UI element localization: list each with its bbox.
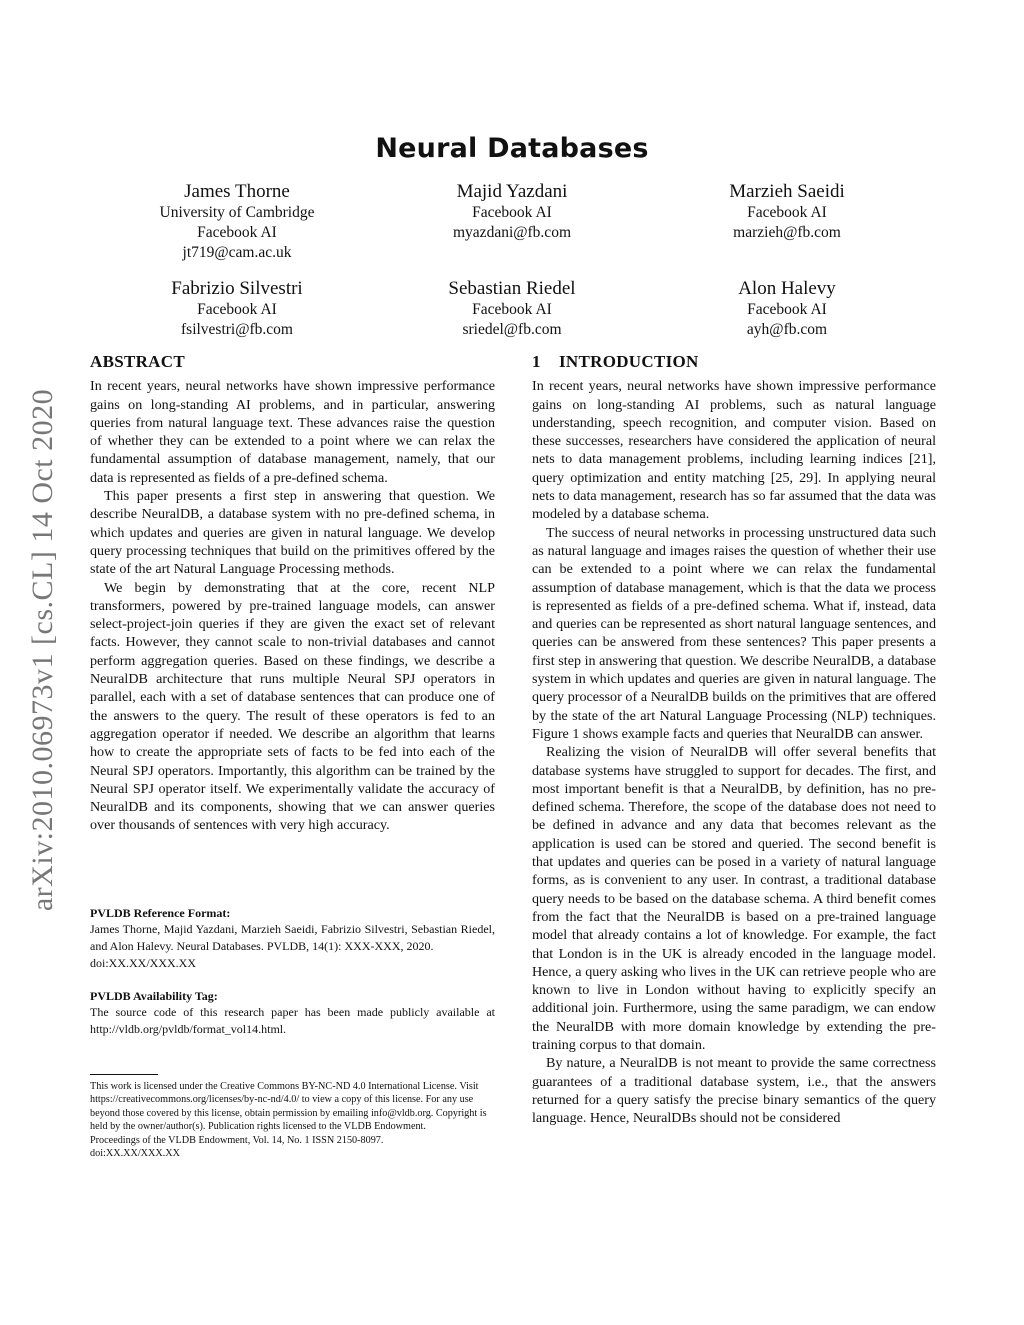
intro-paragraph: The success of neural networks in processing unstructured data such as natural language and images raises the question of whether their use can be extended to a point where we can relax the fundamental assumption of database management, which is that the data we process is represented as fields of a pre-defined schema. What if, instead, data and queries can be represented as short natural language sentences, and queries can be answered from these sentences? This paper presents a first step in answering that question. We describe NeuralDB, a database system in which updates and queries are given in natural language. The query processor of a NeuralDB builds on the primitives that are offered by the state of the art Natural Language Processing (NLP) techniques. Figure 1 shows example facts and queries that NeuralDB can answer. — [532, 524, 936, 742]
paper-title: Neural Databases — [375, 133, 649, 164]
author-affiliation: University of Cambridge — [159, 204, 315, 221]
doi-footnote: doi:XX.XX/XXX.XX — [90, 1148, 180, 1160]
author-name: Alon Halevy — [738, 278, 836, 299]
author-block — [87, 180, 387, 263]
arxiv-sidebar — [28, 355, 58, 945]
introduction-heading: 1 INTRODUCTION — [532, 352, 699, 371]
author-affiliation: Facebook AI — [747, 301, 827, 318]
left-column — [90, 353, 495, 835]
author-name: Sebastian Riedel — [448, 278, 576, 299]
reference-format-heading: PVLDB Reference Format: — [90, 906, 231, 920]
author-affiliation: Facebook AI — [197, 224, 277, 241]
arxiv-identifier: arXiv:2010.06973v1 [cs.CL] 14 Oct 2020 — [26, 388, 59, 912]
author-affiliation: Facebook AI — [472, 301, 552, 318]
availability-block — [90, 988, 495, 1038]
intro-paragraph: Realizing the vision of NeuralDB will offer several benefits that database systems have struggled to support for decades. The first, and most important benefit is that a NeuralDB, by definition, has no pre-defined schema. Therefore, the scope of the database does not need to be defined in advance and any data that becomes relevant as the application is used can be stored and queried. The second benefit is that updates and queries can be posed in a variety of natural language forms, as is convenient to any user. In contrast, a traditional database query needs to be based on the database schema. A third benefit comes from the fact that the NeuralDB is based on a pre-trained language model that already contains a lot of knowledge. For example, the fact that London is in the UK is already encoded in the language model. Hence, a query asking who lives in the UK can retrieve people who are known to live in London without having to explicitly specify an additional join. Furthermore, using the same paradigm, we can endow the NeuralDB with more domain knowledge by extending the pre-training corpus to that domain. — [532, 744, 936, 1053]
abstract-paragraph: We begin by demonstrating that at the core, recent NLP transformers, powered by pre-trained language models, can answer select-project-join queries if they are given the exact set of relevant facts. However, they cannot scale to non-trivial databases and cannot perform aggregation queries. Based on these findings, we describe a NeuralDB architecture that runs multiple Neural SPJ operators in parallel, each with a set of database sentences that can produce one of the answers to the query. The result of these operators is fed to an aggregation operator if needed. We describe an algorithm that learns how to create the appropriate sets of facts to be fed into each of the Neural SPJ operators. Importantly, this algorithm can be trained by the Neural SPJ operator itself. We experimentally validate the accuracy of NeuralDB and its components, showing that we can answer queries over thousands of sentences with very high accuracy. — [90, 579, 495, 834]
availability-text: The source code of this research paper has been made publicly available at http://vldb.org/pvldb/format_vol14.html. — [90, 1005, 495, 1036]
author-block — [362, 277, 662, 340]
author-affiliation: Facebook AI — [197, 301, 277, 318]
footnotes — [90, 1080, 492, 1160]
intro-paragraph: In recent years, neural networks have shown impressive performance gains on long-standing AI problems, such as natural language understanding, speech recognition, and computer vision. Based on these successes, researchers have considered the application of neural nets to data management problems, including learning indices [21], query optimization and entity matching [25, 29]. In applying neural nets to data management, research has so far assumed that the data was modeled by a database schema. — [532, 378, 936, 523]
author-email: marzieh@fb.com — [733, 224, 841, 241]
author-block — [637, 277, 937, 340]
author-name: Majid Yazdani — [456, 181, 568, 202]
proceedings-footnote: Proceedings of the VLDB Endowment, Vol. 14, No. 1 ISSN 2150-8097. — [90, 1134, 384, 1146]
author-block — [362, 180, 662, 243]
author-email: sriedel@fb.com — [462, 321, 562, 338]
availability-heading: PVLDB Availability Tag: — [90, 989, 218, 1003]
reference-format-doi: doi:XX.XX/XXX.XX — [90, 956, 196, 970]
author-email: ayh@fb.com — [746, 321, 828, 338]
reference-format-block — [90, 905, 495, 972]
abstract-paragraph: This paper presents a first step in answering that question. We describe NeuralDB, a database system with no pre-defined schema, in which updates and queries are given in natural language. We develop query processing techniques that build on the primitives offered by the state of the art Natural Language Processing methods. — [90, 488, 495, 578]
author-affiliation: Facebook AI — [472, 204, 552, 221]
author-block — [87, 277, 387, 340]
author-affiliation: Facebook AI — [747, 204, 827, 221]
right-column — [532, 353, 936, 1127]
footnote-divider — [90, 1074, 158, 1075]
author-name: Fabrizio Silvestri — [171, 278, 303, 299]
author-email: jt719@cam.ac.uk — [182, 244, 292, 261]
author-email: fsilvestri@fb.com — [181, 321, 293, 338]
author-email: myazdani@fb.com — [453, 224, 571, 241]
license-footnote: This work is licensed under the Creative Commons BY-NC-ND 4.0 International License. Visit https://creativecommons.org/licenses/by-nc-nd/4.0/ to view a copy of this license. For any use beyond those covered by this license, obtain permission by emailing info@vldb.org. Copyright is held by the owner/author(s). Publication rights licensed to the VLDB Endowment. — [90, 1081, 487, 1133]
author-block — [637, 180, 937, 243]
abstract-paragraph: In recent years, neural networks have shown impressive performance gains on long-standing AI problems, and in particular, answering queries from natural language text. These advances raise the question of whether they can be extended to a point where we can relax the fundamental assumption of database management, namely, that our data is represented as fields of a pre-defined schema. — [90, 378, 495, 486]
author-name: Marzieh Saeidi — [729, 181, 845, 202]
reference-format-text: James Thorne, Majid Yazdani, Marzieh Saeidi, Fabrizio Silvestri, Sebastian Riedel, and Alon Halevy. Neural Databases. PVLDB, 14(1): XXX-XXX, 2020. — [90, 922, 495, 953]
intro-paragraph: By nature, a NeuralDB is not meant to provide the same correctness guarantees of a traditional database system, i.e., that the answers returned for a query satisfy the precise binary semantics of the query language. Hence, NeuralDBs should not be considered — [532, 1055, 936, 1127]
abstract-heading: ABSTRACT — [90, 352, 185, 371]
author-name: James Thorne — [184, 181, 290, 202]
